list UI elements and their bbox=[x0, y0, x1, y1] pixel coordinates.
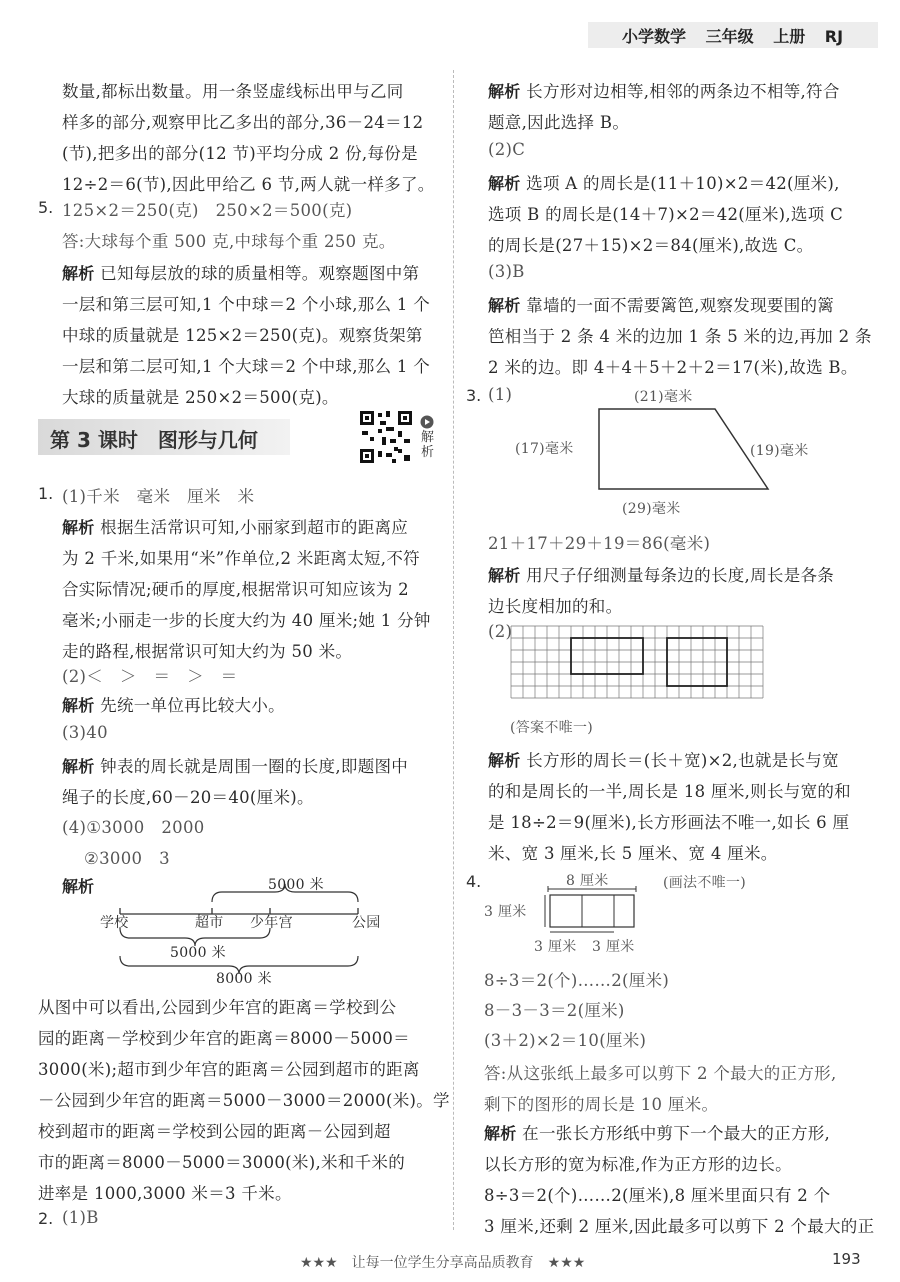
text-line: 先统一单位再比较大小。 bbox=[100, 696, 285, 715]
text-line: 是 18÷2＝9(厘米),长方形画法不唯一,如长 6 厘 bbox=[488, 813, 850, 832]
text-line: 靠墙的一面不需要篱笆,观察发现要围的篱 bbox=[526, 296, 835, 315]
qr-label: 解析 bbox=[421, 430, 435, 460]
rectangle-cut-figure bbox=[540, 886, 640, 936]
text-line: 3 厘米,还剩 2 厘米,因此最多可以剪下 2 个最大的正 bbox=[484, 1217, 875, 1236]
text-line: 答:从这张纸上最多可以剪下 2 个最大的正方形, bbox=[484, 1064, 837, 1083]
analysis-label: 解析 bbox=[62, 264, 95, 283]
q1-3-answer: (3)40 bbox=[62, 723, 108, 742]
header-grade: 三年级 bbox=[705, 27, 754, 46]
q3-1-calc: 21＋17＋29＋19＝86(毫米) bbox=[488, 534, 711, 553]
text-line: 样多的部分,观察甲比乙多出的部分,36－24＝12 bbox=[62, 113, 424, 132]
fig-label-b2: 3 厘米 bbox=[592, 939, 635, 955]
fig-label-left: 3 厘米 bbox=[484, 904, 527, 920]
trap-label-top: (21)毫米 bbox=[634, 389, 693, 405]
text-line: 选项 B 的周长是(14＋7)×2＝42(厘米),选项 C bbox=[488, 205, 843, 224]
question-number: 5. bbox=[38, 198, 54, 217]
place-school: 学校 bbox=[100, 915, 129, 931]
text-line: 已知每层放的球的质量相等。观察题图中第 bbox=[100, 264, 420, 283]
text-line: 用尺子仔细测量每条边的长度,周长是各条 bbox=[526, 566, 835, 585]
q1-1-analysis bbox=[62, 512, 431, 667]
text-line: 中球的质量就是 125×2＝250(克)。观察货架第 bbox=[62, 326, 423, 345]
place-park: 公园 bbox=[352, 915, 381, 931]
fig-label-top: 8 厘米 bbox=[566, 873, 609, 889]
q1-1-answer: (1)千米 毫米 厘米 米 bbox=[62, 487, 255, 506]
text-line: 笆相当于 2 条 4 米的边加 1 条 5 米的边,再加 2 条 bbox=[488, 327, 872, 346]
place-supermarket: 超市 bbox=[195, 915, 224, 931]
q4-calculation bbox=[484, 966, 669, 1056]
column-divider bbox=[453, 70, 454, 1230]
diagram-label-bottom1: 5000 米 bbox=[170, 945, 226, 961]
analysis-label: 解析 bbox=[488, 296, 521, 315]
q3-2-analysis bbox=[488, 745, 851, 869]
text-line: 绳子的长度,60－20＝40(厘米)。 bbox=[62, 788, 314, 807]
diagram-label-top: 5000 米 bbox=[268, 877, 324, 893]
header bbox=[622, 24, 843, 47]
q4-analysis bbox=[484, 1118, 874, 1242]
text-line: 为 2 千米,如果用“米”作单位,2 米距离太短,不符 bbox=[62, 549, 420, 568]
text-line: (3＋2)×2＝10(厘米) bbox=[484, 1031, 647, 1050]
header-volume: 上册 bbox=[773, 27, 806, 46]
q1-2-analysis bbox=[62, 692, 285, 716]
question-number: 3. bbox=[466, 386, 482, 405]
q4-answer bbox=[484, 1058, 837, 1120]
q3-2-label: (2) bbox=[488, 622, 513, 641]
place-youth-palace: 少年宫 bbox=[250, 915, 293, 931]
analysis-label: 解析 bbox=[62, 518, 95, 537]
header-subject: 小学数学 bbox=[622, 27, 687, 46]
analysis-label: 解析 bbox=[488, 566, 521, 585]
q3-1-label: (1) bbox=[488, 385, 513, 404]
text-line: 8－3－3＝2(厘米) bbox=[484, 1001, 625, 1020]
text-line: 一层和第三层可知,1 个中球＝2 个小球,那么 1 个 bbox=[62, 295, 431, 314]
fig-note: (画法不唯一) bbox=[663, 875, 747, 891]
text-line: 12÷2＝6(节),因此甲给乙 6 节,两人就一样多了。 bbox=[62, 175, 435, 194]
q2-2-analysis bbox=[488, 168, 843, 261]
analysis-label: 解析 bbox=[484, 1124, 517, 1143]
q1-4-answer-a: (4)①3000 2000 bbox=[62, 818, 205, 837]
q5-analysis bbox=[62, 258, 430, 413]
text-line: (节),把多出的部分(12 节)平均分成 2 份,每份是 bbox=[62, 144, 418, 163]
text-line: 以长方形的宽为标准,作为正方形的边长。 bbox=[484, 1155, 792, 1174]
trap-label-bottom: (29)毫米 bbox=[622, 501, 681, 517]
analysis-label: 解析 bbox=[62, 696, 95, 715]
q2-3-analysis bbox=[488, 290, 872, 383]
trap-label-right: (19)毫米 bbox=[750, 443, 809, 459]
analysis-label: 解析 bbox=[488, 174, 521, 193]
q5-calc: 125×2＝250(克) 250×2＝500(克) bbox=[62, 201, 353, 220]
text-line: 市的距离＝8000－5000＝3000(米),米和千米的 bbox=[38, 1153, 405, 1172]
text-line: 的和是周长的一半,周长是 18 厘米,则长与宽的和 bbox=[488, 782, 851, 801]
text-line: 边长度相加的和。 bbox=[488, 597, 623, 616]
q1-4-explanation bbox=[38, 992, 450, 1209]
text-line: －公园到少年宫的距离＝5000－3000＝2000(米)。学 bbox=[38, 1091, 450, 1110]
q1-3-analysis bbox=[62, 751, 408, 813]
text-line: 长方形对边相等,相邻的两条边不相等,符合 bbox=[526, 82, 840, 101]
footer-slogan: ★★★ 让每一位学生分享高品质教育 ★★★ bbox=[300, 1255, 586, 1271]
text-line: 选项 A 的周长是(11＋10)×2＝42(厘米), bbox=[526, 174, 840, 193]
text-line: 题意,因此选择 B。 bbox=[488, 113, 630, 132]
trap-label-left: (17)毫米 bbox=[515, 441, 574, 457]
text-line: 从图中可以看出,公园到少年宫的距离＝学校到公 bbox=[38, 998, 397, 1017]
text-line: 园的距离－学校到少年宫的距离＝8000－5000＝ bbox=[38, 1029, 410, 1048]
text-line: 在一张长方形纸中剪下一个最大的正方形, bbox=[522, 1124, 831, 1143]
question-number: 4. bbox=[466, 872, 482, 891]
q1-2-answer: (2)＜ ＞ ＝ ＞ ＝ bbox=[62, 667, 238, 686]
analysis-label: 解析 bbox=[62, 877, 95, 896]
q3-1-analysis bbox=[488, 560, 834, 622]
grid-figure bbox=[510, 625, 766, 705]
text-line: 的周长是(27＋15)×2＝84(厘米),故选 C。 bbox=[488, 236, 814, 255]
text-line: 进率是 1000,3000 米＝3 千米。 bbox=[38, 1184, 292, 1203]
text-line: 根据生活常识可知,小丽家到超市的距离应 bbox=[100, 518, 409, 537]
question-number: 1. bbox=[38, 484, 54, 503]
text-line: 走的路程,根据常识可知大约为 50 米。 bbox=[62, 642, 353, 661]
q3-2-note: (答案不唯一) bbox=[510, 720, 594, 736]
question-number: 2. bbox=[38, 1209, 54, 1228]
text-line: 毫米;小丽走一步的长度大约为 40 厘米;她 1 分钟 bbox=[62, 611, 431, 630]
text-line: 校到超市的距离＝学校到公园的距离－公园到超 bbox=[38, 1122, 391, 1141]
header-edition: RJ bbox=[824, 27, 844, 46]
analysis-label: 解析 bbox=[62, 757, 95, 776]
q5-answer: 答:大球每个重 500 克,中球每个重 250 克。 bbox=[62, 232, 396, 251]
text-line: 2 米的边。即 4＋4＋5＋2＋2＝17(米),故选 B。 bbox=[488, 358, 858, 377]
analysis-label: 解析 bbox=[488, 751, 521, 770]
analysis-label: 解析 bbox=[488, 82, 521, 101]
diagram-label-bottom2: 8000 米 bbox=[216, 971, 272, 987]
q2-3-answer: (3)B bbox=[488, 262, 525, 281]
text-line: 长方形的周长＝(长＋宽)×2,也就是长与宽 bbox=[526, 751, 839, 770]
text-line: 剩下的图形的周长是 10 厘米。 bbox=[484, 1095, 719, 1114]
text-line: 大球的质量就是 250×2＝500(克)。 bbox=[62, 388, 339, 407]
q2-1-analysis bbox=[488, 76, 840, 138]
qr-code-icon[interactable] bbox=[358, 409, 414, 465]
text-line: 8÷3＝2(个)……2(厘米) bbox=[484, 971, 670, 990]
text-line: 钟表的周长就是周围一圈的长度,即题图中 bbox=[100, 757, 409, 776]
text-line: 8÷3＝2(个)……2(厘米),8 厘米里面只有 2 个 bbox=[484, 1186, 831, 1205]
left-top-paragraph bbox=[62, 76, 435, 200]
q2-2-answer: (2)C bbox=[488, 140, 526, 159]
text-line: 3000(米);超市到少年宫的距离＝公园到超市的距离 bbox=[38, 1060, 420, 1079]
text-line: 一层和第二层可知,1 个大球＝2 个中球,那么 1 个 bbox=[62, 357, 431, 376]
q2-1-answer: (1)B bbox=[62, 1208, 99, 1227]
trapezoid-figure bbox=[596, 406, 772, 492]
text-line: 合实际情况;硬币的厚度,根据常识可知应该为 2 bbox=[62, 580, 409, 599]
lesson-title: 第 3 课时 图形与几何 bbox=[50, 428, 258, 452]
text-line: 米、宽 3 厘米,长 5 厘米、宽 4 厘米。 bbox=[488, 844, 778, 863]
text-line: 数量,都标出数量。用一条竖虚线标出甲与乙同 bbox=[62, 82, 404, 101]
page-number: 193 bbox=[832, 1250, 861, 1268]
q1-4-answer-b: ②3000 3 bbox=[84, 849, 170, 868]
fig-label-b1: 3 厘米 bbox=[534, 939, 577, 955]
